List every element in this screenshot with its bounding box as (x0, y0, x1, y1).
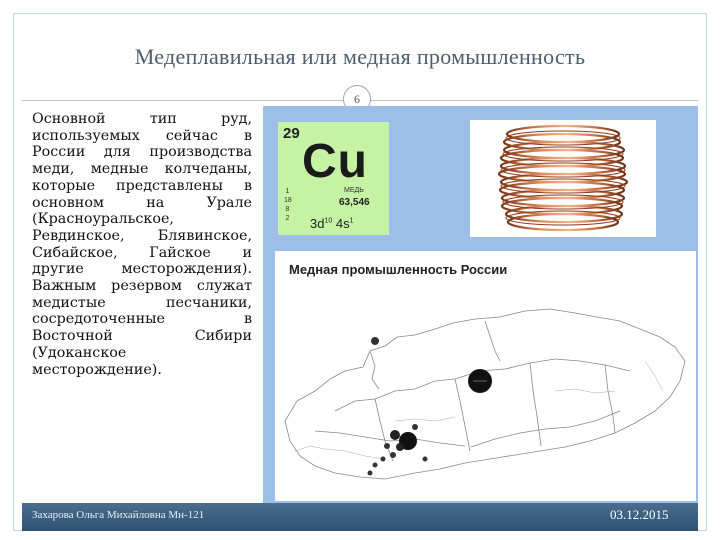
electron-configuration (310, 216, 354, 231)
copper-wire-photo (470, 120, 656, 237)
deposit-marker (368, 471, 373, 476)
atomic-number: 29 (283, 125, 300, 142)
deposit-marker (381, 457, 386, 462)
copper-element-card (278, 122, 389, 235)
copper-industry-map (275, 251, 696, 501)
deposit-marker (390, 430, 400, 440)
shell-value: 1 (285, 188, 290, 195)
map-title: Медная промышленность России (289, 262, 508, 277)
deposit-marker (423, 457, 428, 462)
slide-title: Медеплавильная или медная промышленность (134, 44, 586, 69)
slide-number: 6 (343, 85, 371, 113)
shell-value: 2 (285, 215, 290, 222)
russia-map-illustration (275, 251, 696, 501)
electron-shells (284, 187, 291, 223)
deposit-marker (384, 443, 390, 449)
element-symbol: Cu (302, 135, 368, 188)
shell-value: 18 (284, 197, 292, 204)
config-exponent: 10 (324, 217, 333, 225)
copper-coil-illustration (470, 120, 656, 237)
footer-author: Захарова Ольга Михайловна Мн-121 (32, 509, 205, 521)
deposit-marker (390, 452, 396, 458)
body-text: Основной тип руд, используемых сейчас в России для производства меди, медные колчеданы, которые представлены в основном на Урале (Красноуральское, Ревдинское, Блявинское, Сибайское, Гайское и другие месторождения). Важным резервом служат медистые песчаники, сосредоточенные в Восточной Сибири (Удоканское месторождение). (32, 111, 252, 378)
deposit-marker (396, 443, 404, 451)
element-name: МЕДЬ (344, 187, 364, 194)
config-exponent: 1 (349, 217, 354, 225)
footer-date: 03.12.2015 (610, 507, 669, 522)
deposit-marker (373, 463, 378, 468)
atomic-mass: 63,546 (339, 197, 370, 208)
config-orbital: 3d (310, 216, 325, 231)
shell-value: 8 (285, 206, 290, 213)
deposit-marker (412, 424, 418, 430)
deposit-marker (371, 337, 379, 345)
config-orbital: 4s (335, 216, 350, 231)
